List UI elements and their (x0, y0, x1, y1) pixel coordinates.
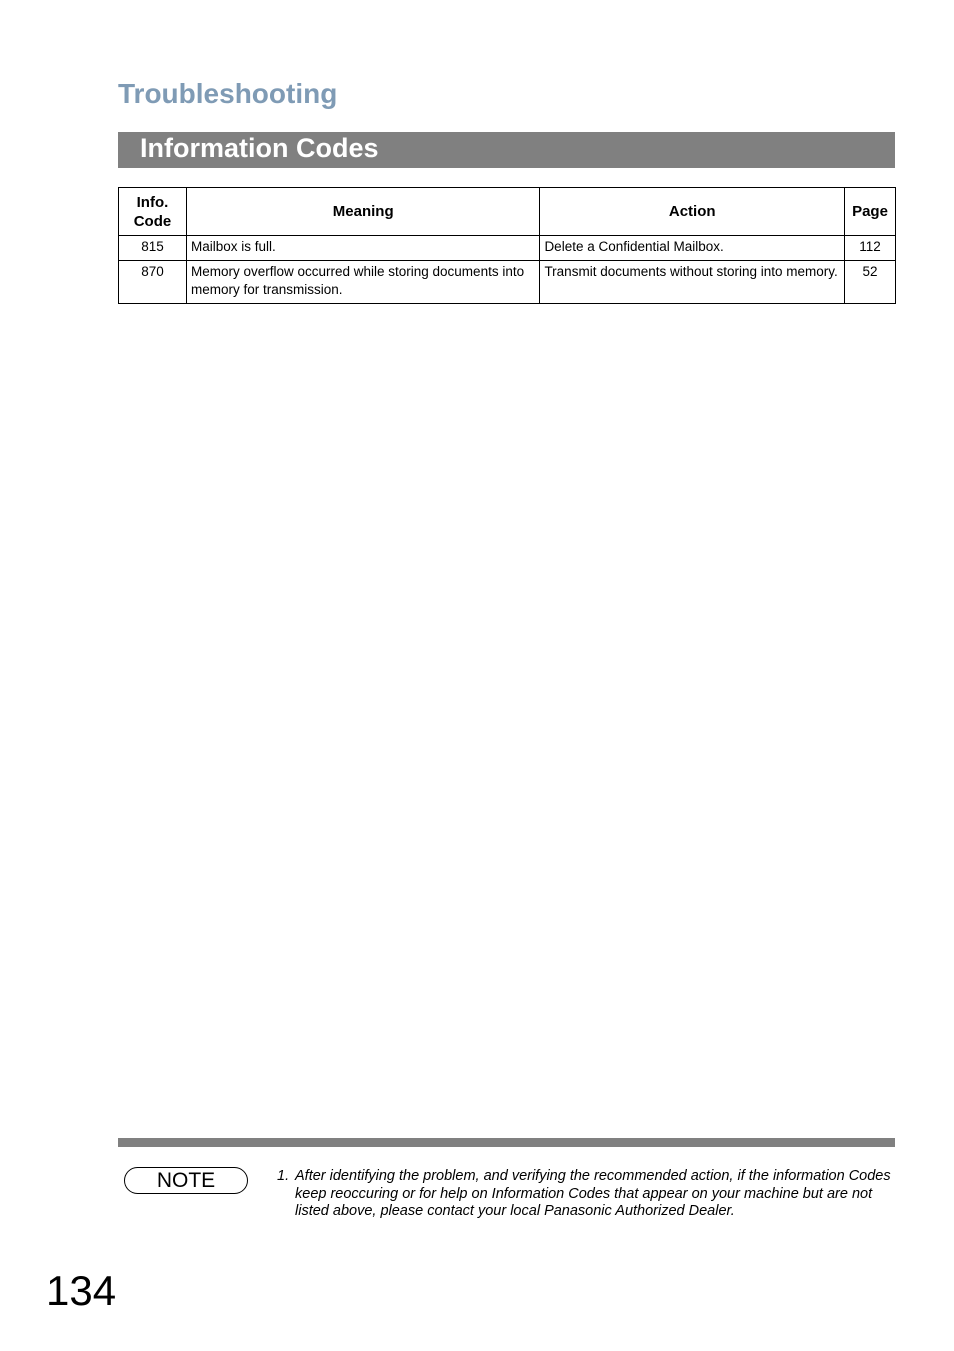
page-number: 134 (46, 1267, 117, 1314)
meaning-cell: Mailbox is full. (186, 236, 539, 261)
note-badge: NOTE (124, 1167, 248, 1194)
note-divider (118, 1138, 895, 1147)
note-item-text: After identifying the problem, and verifying the recommended action, if the information Codes keep reoccuring or for help on Information Codes that appear on your machine but are not listed above, please contact your local Panasonic Authorized Dealer. (295, 1168, 891, 1219)
action-cell: Delete a Confidential Mailbox. (540, 236, 845, 261)
header-action: Action (540, 188, 845, 236)
header-page: Page (845, 188, 896, 236)
section-title: Troubleshooting (118, 78, 338, 109)
page-title-banner: Information Codes (118, 132, 895, 168)
note-item-number: 1. (277, 1168, 290, 1184)
action-cell: Transmit documents without storing into memory. (540, 261, 845, 304)
meaning-cell: Memory overflow occurred while storing documents into memory for transmission. (186, 261, 539, 304)
table-row (119, 236, 896, 261)
info-code-cell: 870 (119, 261, 187, 304)
table-header-row (119, 188, 896, 236)
note-list (277, 1168, 892, 1221)
table-row (119, 261, 896, 304)
header-meaning: Meaning (186, 188, 539, 236)
info-code-cell: 815 (119, 236, 187, 261)
page-cell: 52 (845, 261, 896, 304)
note-item (277, 1168, 892, 1221)
information-codes-table (118, 187, 896, 304)
header-info-code: Info. Code (119, 188, 187, 236)
page-cell: 112 (845, 236, 896, 261)
